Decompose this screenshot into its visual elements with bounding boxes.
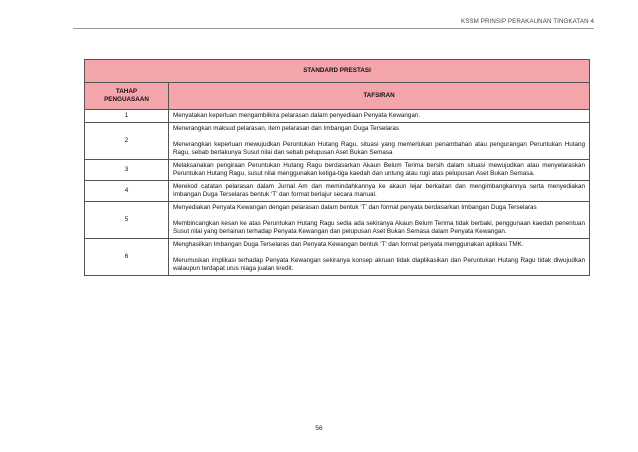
description-cell: [169, 239, 590, 276]
column-header-level-line2: PENGUASAAN: [104, 96, 149, 103]
level-cell: 3: [85, 160, 169, 181]
level-cell: 5: [85, 202, 169, 239]
column-header-desc: TAFSIRAN: [169, 83, 590, 110]
description-cell: [169, 202, 590, 239]
description-paragraph: Menghasilkan Imbangan Duga Terselaras dan Penyata Kewangan bentuk ‘T’ dan format penyata menggunakan aplikasi TMK.: [173, 241, 524, 248]
table-title-row: [85, 60, 590, 83]
table-title: STANDARD PRESTASI: [85, 60, 590, 83]
level-cell: 2: [85, 123, 169, 160]
description-cell: [169, 181, 590, 202]
table-header-row: [85, 83, 590, 110]
table-row: [85, 239, 590, 276]
column-header-level-line1: TAHAP: [115, 88, 138, 95]
column-header-level: [85, 83, 169, 110]
description-paragraph: Melaksanakan pengiraan Peruntukan Hutang Ragu berdasarkan Akaun Belum Terima bersih dalam situasi mewujudkan atau menyelaraskan Peruntukan Hutang Ragu, susut nilai menggunakan ketiga-tiga kaedah dan untung atau rugi atas pelupusan Aset Bukan Semasa.: [173, 162, 586, 177]
description-paragraph: Menerangkan maksud pelarasan, item pelarasan dan Imbangan Duga Terselaras: [173, 125, 400, 132]
page-number: 56: [315, 425, 323, 432]
table-row: [85, 110, 590, 123]
header-divider: [73, 28, 594, 29]
level-cell: 4: [85, 181, 169, 202]
table-row: [85, 202, 590, 239]
description-paragraph: Merumuskan implikasi terhadap Penyata Kewangan sekiranya konsep akruan tidak diaplikasikan dan Peruntukan Hutang Ragu tidak diwujudkan walaupun terdapat urus niaga jualan kredit.: [173, 257, 586, 272]
table-row: [85, 181, 590, 202]
level-cell: 6: [85, 239, 169, 276]
document-header-title: KSSM PRINSIP PERAKAUNAN TINGKATAN 4: [460, 18, 594, 25]
description-cell: [169, 110, 590, 123]
level-cell: 1: [85, 110, 169, 123]
description-cell: [169, 160, 590, 181]
description-paragraph: Menerangkan keperluan mewujudkan Peruntukan Hutang Ragu, situasi yang memerlukan penambahan atau pengurangan Peruntukan Hutang Ragu, sebab berlakunya Susut nilai dan sebab pelupusan Aset Bukan Semasa: [173, 141, 586, 156]
table-row: [85, 160, 590, 181]
description-paragraph: Merekod catatan pelarasan dalam Jurnal Am dan memindahkannya ke akaun lejar berkaitan dan mengimbangkannya serta menyediakan Imbangan Duga Terselaras bentuk ‘T’ dan format berlajur secara manual.: [173, 183, 586, 198]
description-paragraph: Menyediakan Penyata Kewangan dengan pelarasan dalam bentuk ‘T’ dan format penyata berdasarkan Imbangan Duga Terselaras: [173, 204, 537, 211]
standard-prestasi-table: [84, 59, 590, 276]
table-row: [85, 123, 590, 160]
description-paragraph: Menyatakan keperluan mengambilkira pelarasan dalam penyediaan Penyata Kewangan.: [173, 112, 421, 119]
description-paragraph: Membincangkan kesan ke atas Peruntukan Hutang Ragu sedia ada sekiranya Akaun Belum Terima tidak berbaki, penggunaan kaedah penentuan Susut nilai yang berlainan terhadap Penyata Kewangan dan pelupusan Aset Bukan Semasa dalam Penyata Kewangan.: [173, 220, 586, 235]
description-cell: [169, 123, 590, 160]
